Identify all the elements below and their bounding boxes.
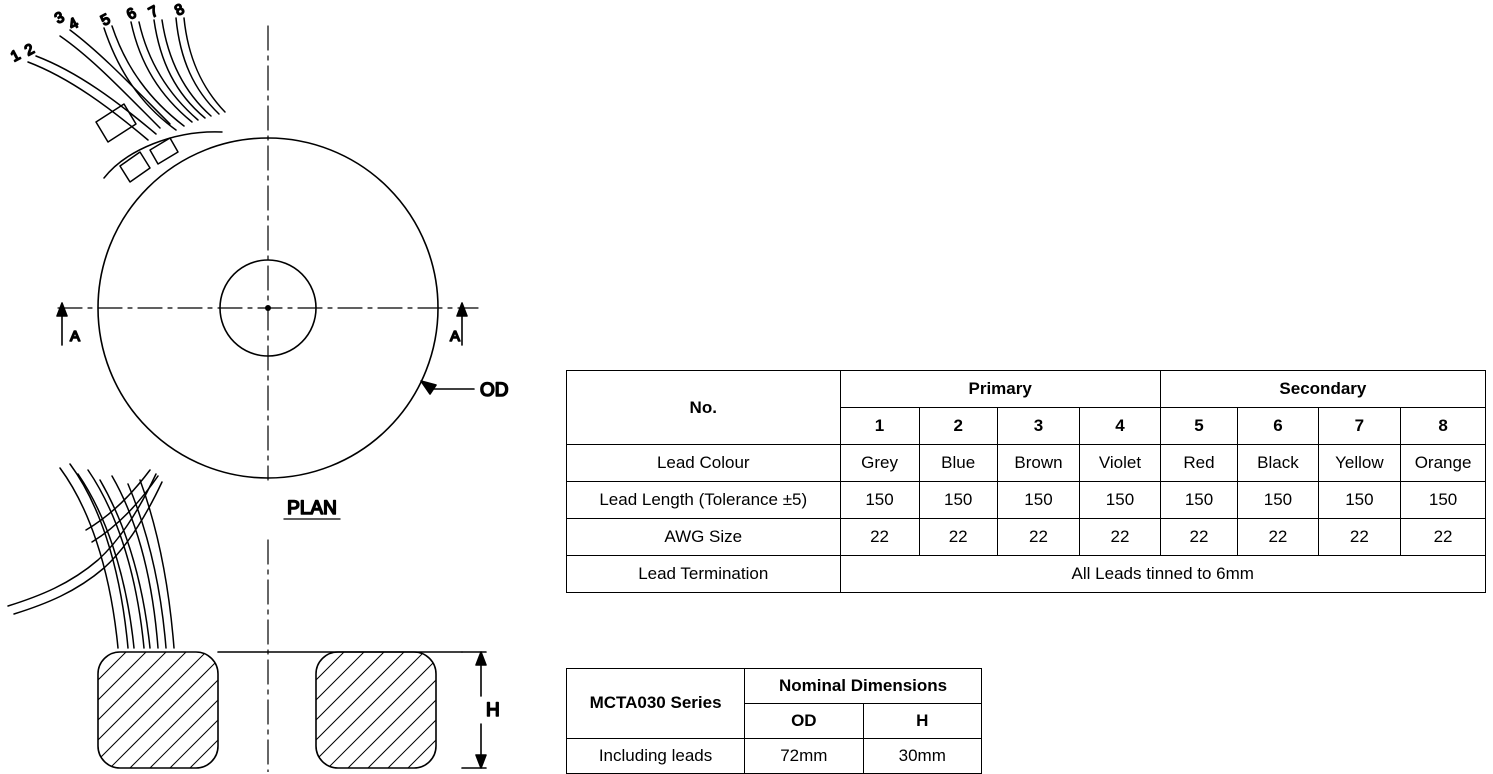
height-dimension [462, 652, 486, 768]
centre-point [265, 305, 271, 311]
lead-termination-value: All Leads tinned to 6mm [840, 556, 1486, 593]
lead-length-8: 150 [1401, 482, 1486, 519]
section-letter-left: A [70, 328, 81, 345]
lead-number-2: 2 [21, 40, 38, 60]
lead-colour-1: Grey [840, 445, 919, 482]
awg-size-2: 22 [919, 519, 997, 556]
lead-termination-label: Lead Termination [567, 556, 841, 593]
table-row [567, 739, 982, 774]
lead-col-2: 2 [919, 408, 997, 445]
lead-col-6: 6 [1238, 408, 1318, 445]
od-leader [421, 381, 474, 394]
section-letter-right: A [450, 328, 461, 345]
leads-specification-table [566, 370, 1486, 593]
awg-size-8: 22 [1401, 519, 1486, 556]
including-leads-label: Including leads [567, 739, 745, 774]
lead-length-6: 150 [1238, 482, 1318, 519]
lead-length-4: 150 [1080, 482, 1161, 519]
lead-colour-label: Lead Colour [567, 445, 841, 482]
no-header-cell [567, 371, 841, 445]
awg-size-4: 22 [1080, 519, 1161, 556]
section-arrow-left [57, 303, 67, 345]
technical-drawing [0, 0, 560, 772]
table-row [567, 482, 1486, 519]
table-row [567, 556, 1486, 593]
lead-length-7: 150 [1318, 482, 1400, 519]
lead-colour-7: Yellow [1318, 445, 1400, 482]
primary-header-cell: Primary [840, 371, 1160, 408]
lead-colour-2: Blue [919, 445, 997, 482]
nominal-dimensions-header: Nominal Dimensions [745, 669, 982, 704]
awg-size-label: AWG Size [567, 519, 841, 556]
lead-length-2: 150 [919, 482, 997, 519]
lead-length-5: 150 [1160, 482, 1237, 519]
lead-length-3: 150 [997, 482, 1079, 519]
lead-colour-6: Black [1238, 445, 1318, 482]
section-core-left [98, 652, 218, 768]
lead-col-1: 1 [840, 408, 919, 445]
elevation-lead-wires [8, 464, 174, 648]
secondary-header-cell: Secondary [1160, 371, 1485, 408]
height-label-text: H [486, 700, 500, 721]
lead-length-label: Lead Length (Tolerance ±5) [567, 482, 841, 519]
lead-length-1: 150 [840, 482, 919, 519]
table-row [567, 371, 1486, 408]
lead-colour-5: Red [1160, 445, 1237, 482]
lead-col-4: 4 [1080, 408, 1161, 445]
no-header-text: No. [689, 397, 717, 417]
lead-number-3: 3 [51, 8, 68, 28]
od-column-header: OD [745, 704, 863, 739]
lead-number-1: 1 [7, 46, 24, 66]
lead-col-5: 5 [1160, 408, 1237, 445]
awg-size-1: 22 [840, 519, 919, 556]
table-row [567, 445, 1486, 482]
nominal-dimensions-table [566, 668, 982, 774]
awg-size-3: 22 [997, 519, 1079, 556]
h-column-header: H [863, 704, 981, 739]
lead-col-7: 7 [1318, 408, 1400, 445]
lead-colour-4: Violet [1080, 445, 1161, 482]
lead-col-8: 8 [1401, 408, 1486, 445]
od-value: 72mm [745, 739, 863, 774]
awg-size-6: 22 [1238, 519, 1318, 556]
lead-colour-8: Orange [1401, 445, 1486, 482]
section-core-right [316, 652, 436, 768]
lead-number-6: 6 [123, 4, 140, 24]
plan-label-text: PLAN [287, 498, 337, 519]
lead-number-8: 8 [171, 0, 188, 20]
lead-col-3: 3 [997, 408, 1079, 445]
plan-lead-wires [28, 18, 225, 182]
od-label-text: OD [480, 380, 509, 401]
lead-colour-3: Brown [997, 445, 1079, 482]
h-value: 30mm [863, 739, 981, 774]
table-row [567, 669, 982, 704]
awg-size-5: 22 [1160, 519, 1237, 556]
table-row [567, 519, 1486, 556]
series-label: MCTA030 Series [567, 669, 745, 739]
lead-number-7: 7 [145, 2, 162, 22]
awg-size-7: 22 [1318, 519, 1400, 556]
lead-number-5: 5 [97, 10, 114, 30]
lead-number-4: 4 [65, 14, 82, 34]
